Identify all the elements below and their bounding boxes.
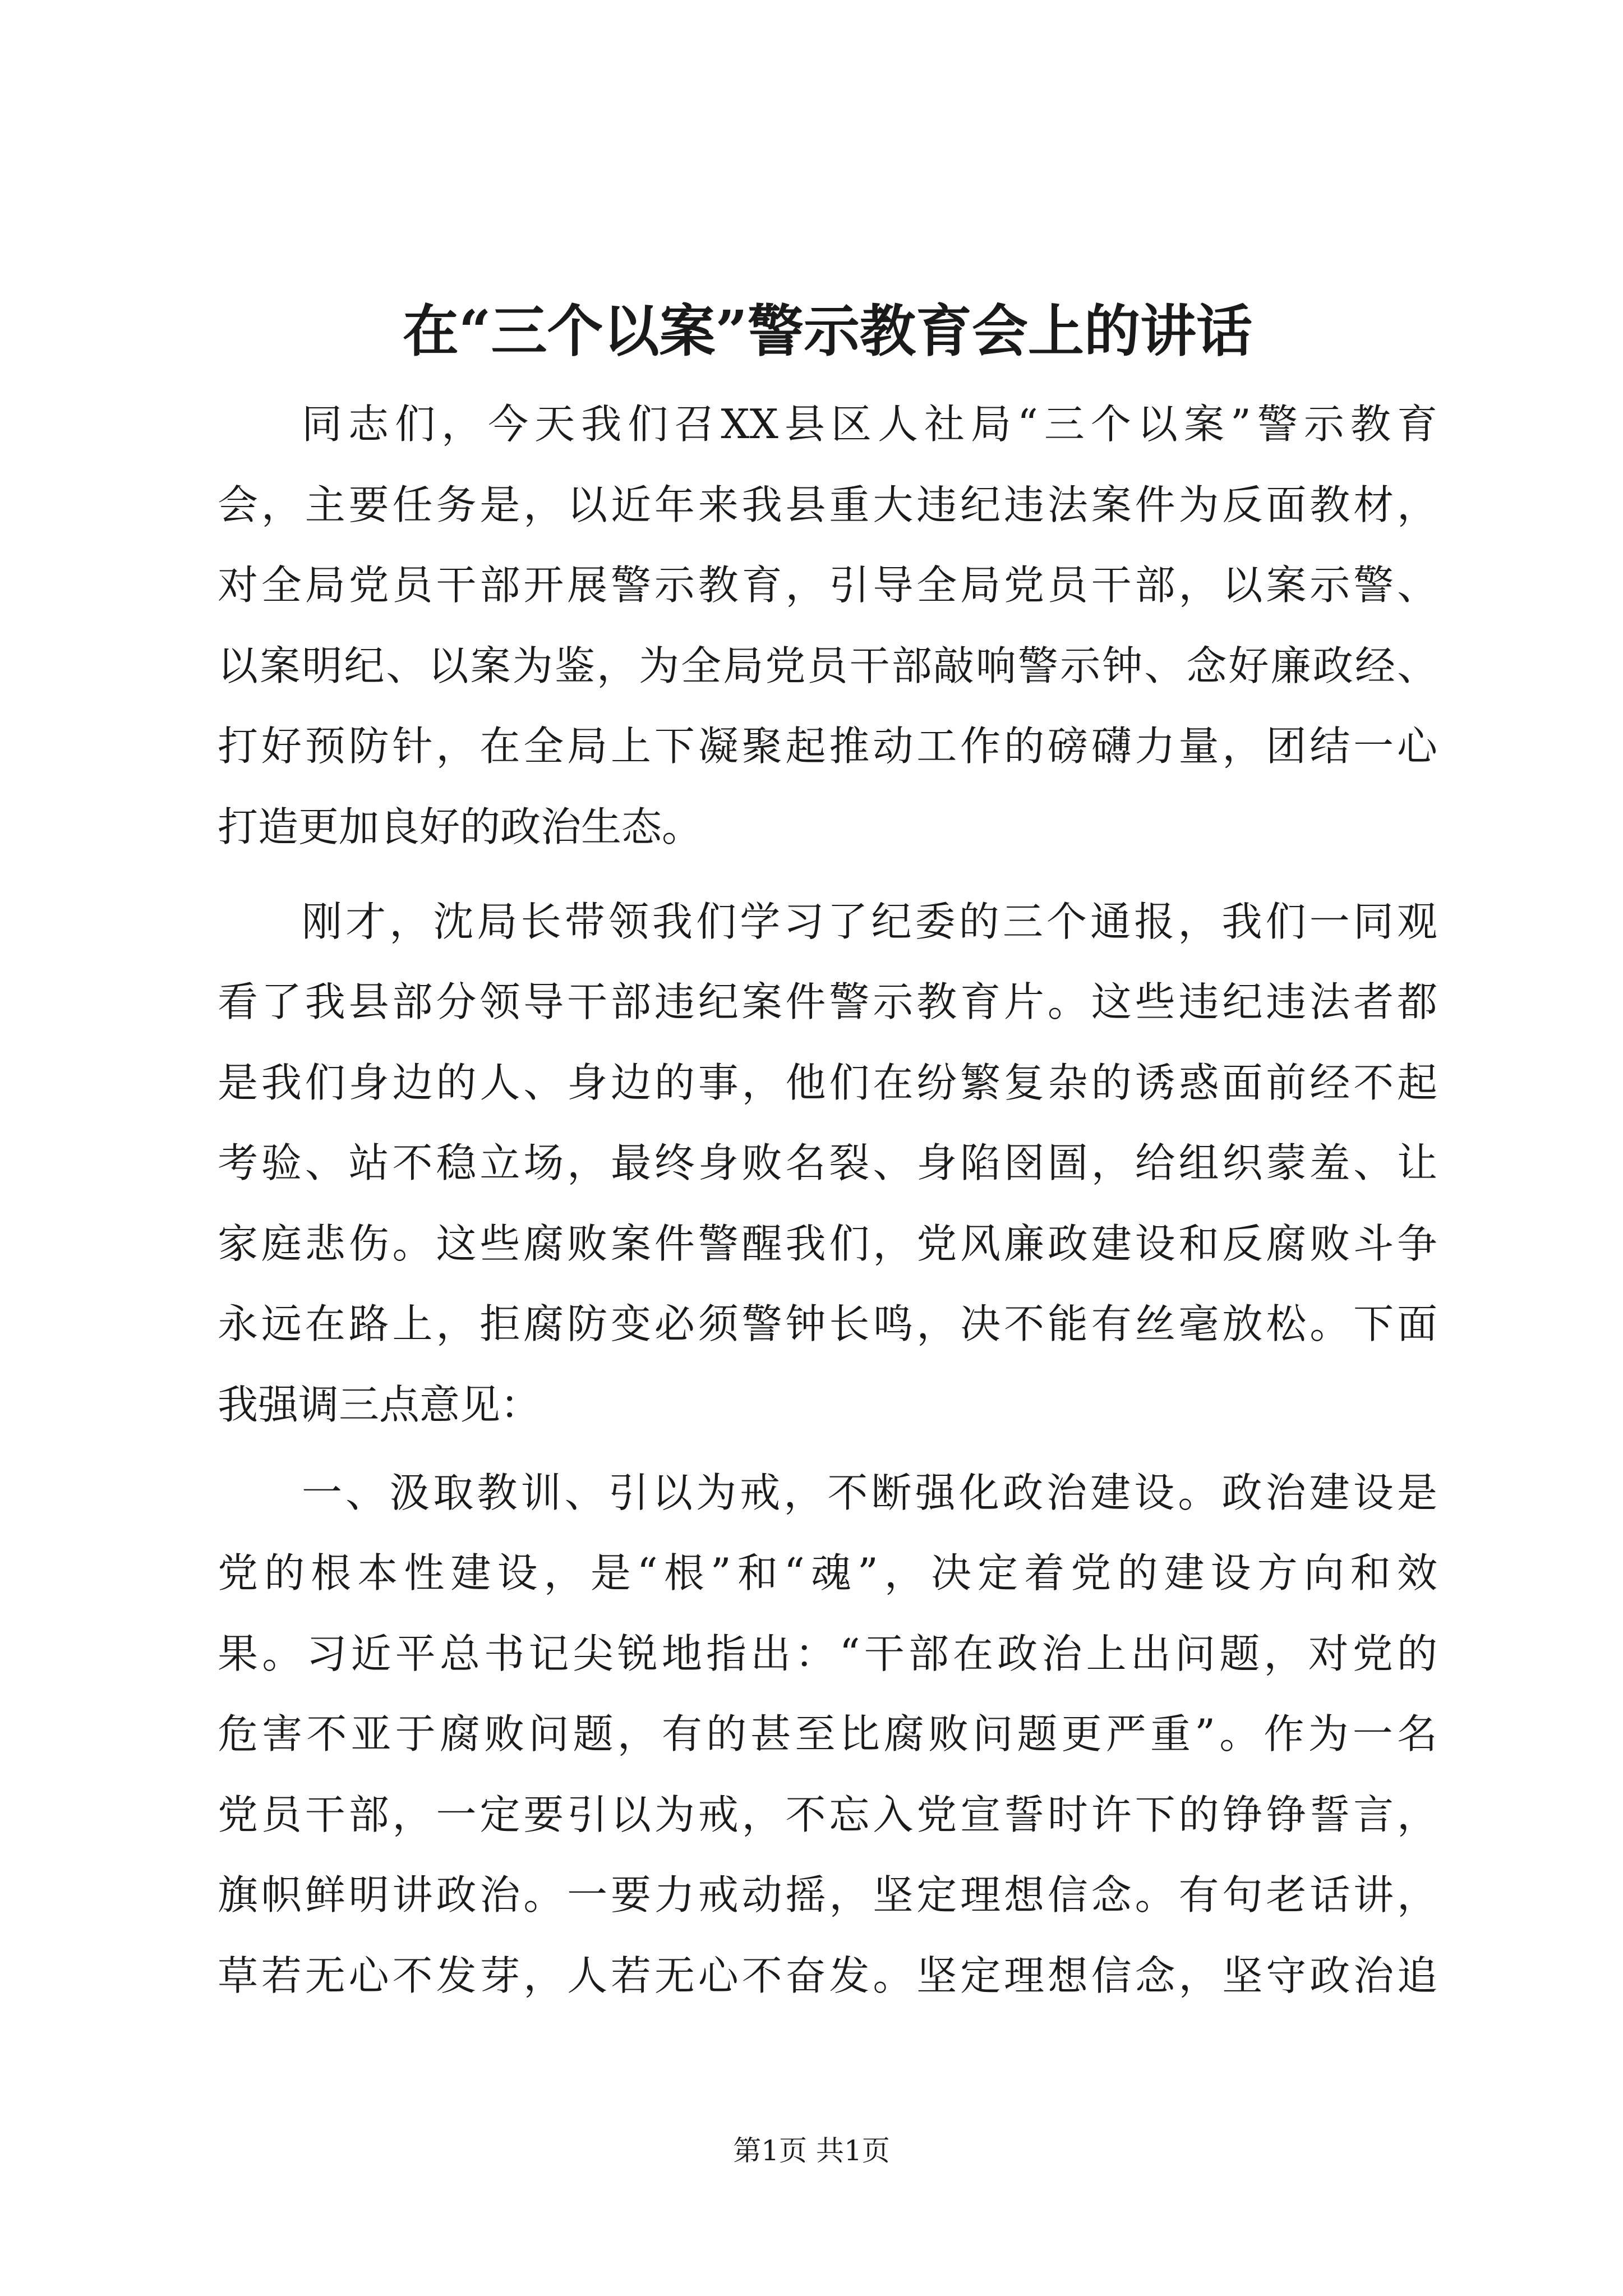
paragraph-line: 打好预防针，在全局上下凝聚起推动工作的磅礴力量，团结一心 [218, 723, 1437, 770]
paragraph-line: 永远在路上，拒腐防变必须警钟长鸣，决不能有丝毫放松。下面 [218, 1300, 1437, 1347]
paragraph-line: 对全局党员干部开展警示教育，引导全局党员干部，以案示警、 [218, 562, 1437, 609]
paragraph-line: 看了我县部分领导干部违纪案件警示教育片。这些违纪违法者都 [218, 978, 1437, 1025]
paragraph-line: 草若无心不发芽，人若无心不奋发。坚定理想信念，坚守政治追 [218, 1952, 1437, 1999]
paragraph-line: 党的根本性建设，是“根”和“魂”，决定着党的建设方向和效 [218, 1549, 1437, 1596]
paragraph-line: 我强调三点意见： [218, 1381, 541, 1428]
paragraph-line: 会，主要任务是，以近年来我县重大违纪违法案件为反面教材， [218, 481, 1437, 528]
paragraph-line: 刚才，沈局长带领我们学习了纪委的三个通报，我们一同观 [302, 898, 1437, 945]
paragraph-line: 考验、站不稳立场，最终身败名裂、身陷囹圄，给组织蒙羞、让 [218, 1139, 1437, 1186]
paragraph-line: 一、汲取教训、引以为戒，不断强化政治建设。政治建设是 [302, 1469, 1437, 1516]
paragraph-line: 旗帜鲜明讲政治。一要力戒动摇，坚定理想信念。有句老话讲， [218, 1871, 1437, 1918]
paragraph-line: 党员干部，一定要引以为戒，不忘入党宣誓时许下的铮铮誓言， [218, 1791, 1437, 1838]
page-footer: 第1页 共1页 [733, 2134, 890, 2167]
paragraph-line: 以案明纪、以案为鉴，为全局党员干部敲响警示钟、念好廉政经、 [218, 642, 1437, 689]
paragraph-line: 果。习近平总书记尖锐地指出：“干部在政治上出问题，对党的 [218, 1630, 1437, 1677]
paragraph-line: 打造更加良好的政治生态。 [218, 803, 703, 850]
paragraph-line: 危害不亚于腐败问题，有的甚至比腐败问题更严重”。作为一名 [218, 1710, 1437, 1757]
document-title: 在“三个以案”警示教育会上的讲话 [402, 298, 1253, 364]
paragraph-line: 家庭悲伤。这些腐败案件警醒我们，党风廉政建设和反腐败斗争 [218, 1220, 1437, 1267]
paragraph-line: 是我们身边的人、身边的事，他们在纷繁复杂的诱惑面前经不起 [218, 1059, 1437, 1106]
paragraph-line: 同志们，今天我们召XX县区人社局“三个以案”警示教育 [302, 401, 1437, 448]
